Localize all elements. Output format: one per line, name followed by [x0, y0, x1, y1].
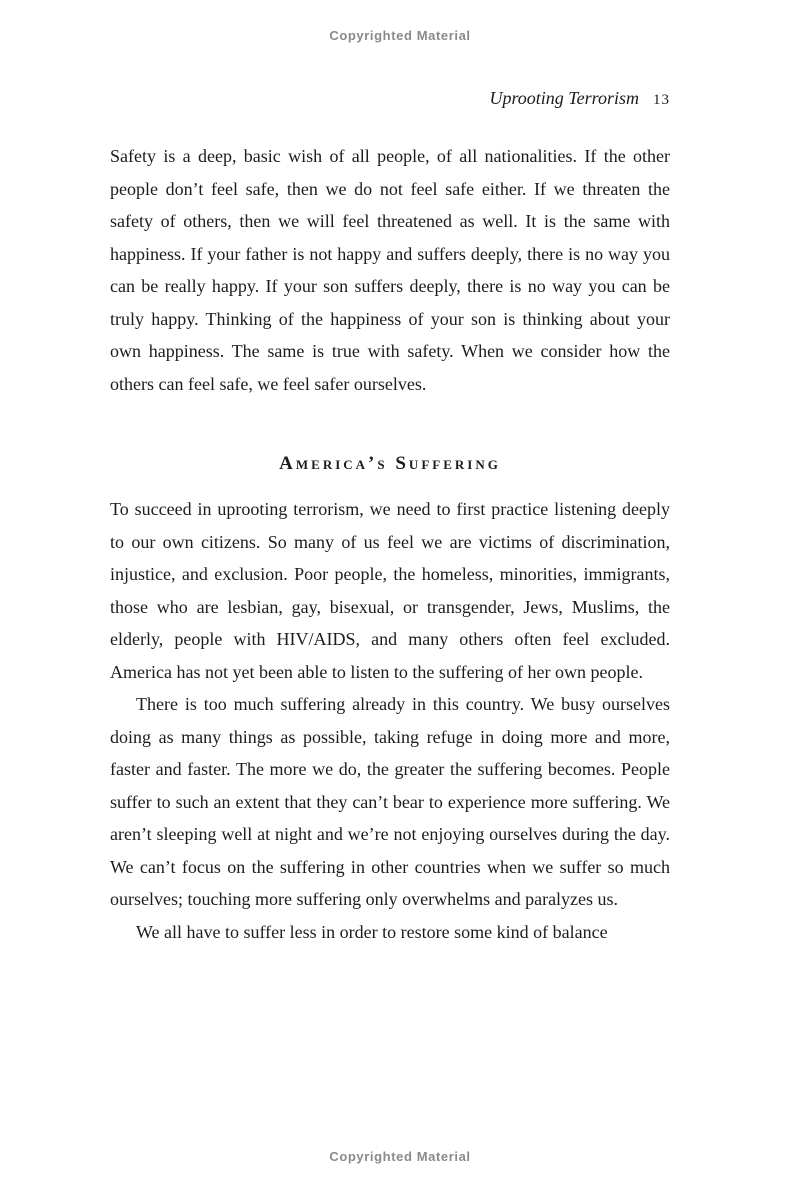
- section-heading: America’s Suffering: [279, 453, 501, 474]
- page-body: [110, 140, 670, 948]
- body-paragraph: Safety is a deep, basic wish of all people, of all nationalities. If the other people don’t feel safe, then we do not feel safe either. If we threaten the safety of others, then we will feel threatened as well. It is the same with happiness. If your father is not happy and suffers deeply, there is no way you can be really happy. If your son suffers deeply, there is no way you can be truly happy. Thinking of the happiness of your son is thinking about your own happiness. The same is true with safety. When we consider how the others can feel safe, we feel safer ourselves.: [110, 146, 670, 394]
- copyright-notice-bottom: Copyrighted Material: [329, 1149, 471, 1164]
- copyright-notice-top: Copyrighted Material: [329, 28, 471, 43]
- body-paragraph: We all have to suffer less in order to restore some kind of balance: [136, 921, 608, 942]
- body-paragraph: To succeed in uprooting terrorism, we need to first practice listening deeply to our own citizens. So many of us feel we are victims of discrimination, injustice, and exclusion. Poor people, the homeless, minorities, immigrants, those who are lesbian, gay, bisexual, or transgender, Jews, Muslims, the elderly, people with HIV/AIDS, and many others often feel excluded. America has not yet been able to listen to the suffering of her own people.: [110, 499, 670, 682]
- page-number: 13: [653, 92, 670, 108]
- body-paragraph: There is too much suffering already in this country. We busy ourselves doing as many things as possible, taking refuge in doing more and more, faster and faster. The more we do, the greater the suffering becomes. People suffer to such an extent that they can’t bear to experience more suffering. We aren’t sleeping well at night and we’re not enjoying ourselves during the day. We can’t focus on the suffering in other countries when we suffer so much ourselves; touching more suffering only overwhelms and paralyzes us.: [110, 694, 670, 909]
- running-header: [110, 88, 670, 109]
- chapter-title: Uprooting Terrorism: [489, 88, 639, 108]
